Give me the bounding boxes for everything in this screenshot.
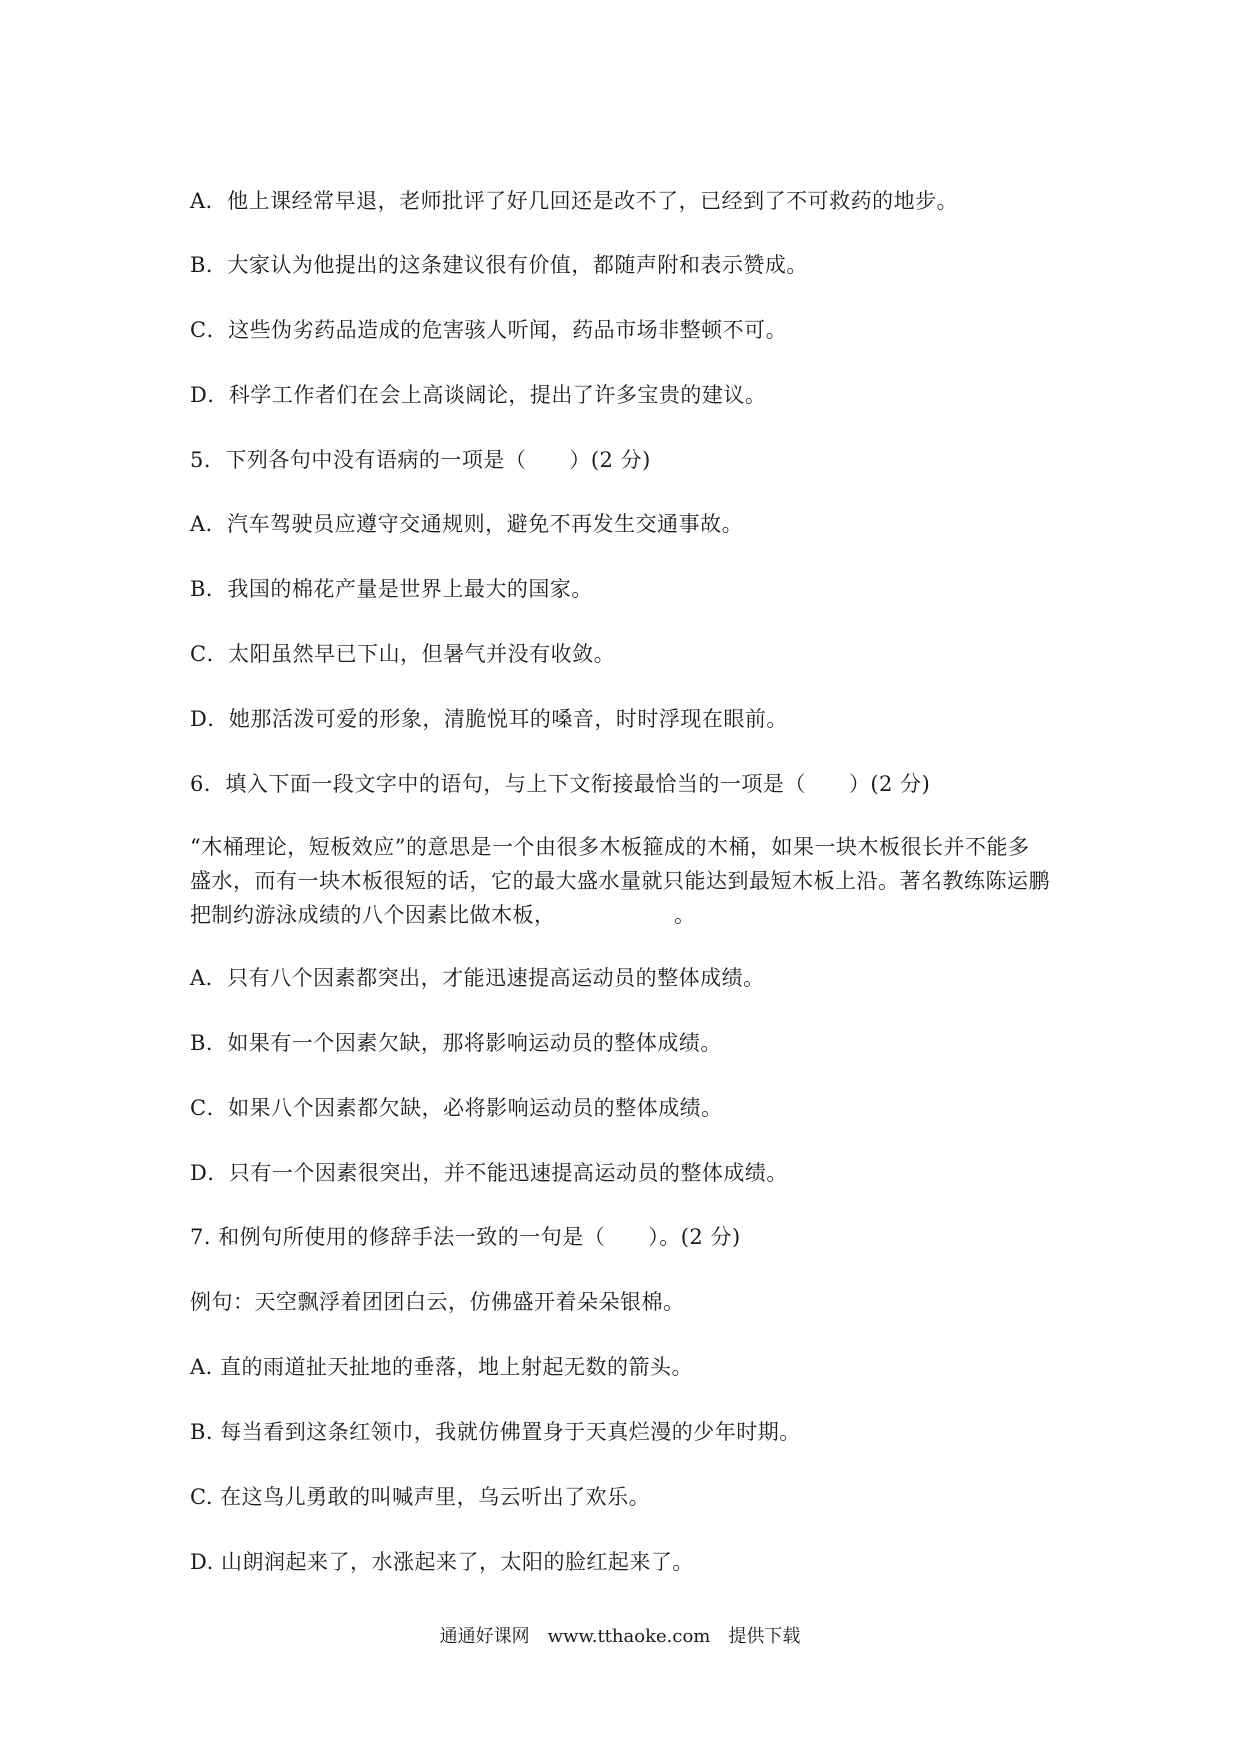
q5-option-d: D．她那活泼可爱的形象，清脆悦耳的嗓音，时时浮现在眼前。 — [190, 707, 788, 731]
q7-option-a: A. 直的雨道扯天扯地的垂落，地上射起无数的箭头。 — [190, 1355, 694, 1379]
q6-option-c: C．如果八个因素都欠缺，必将影响运动员的整体成绩。 — [190, 1096, 723, 1120]
q4-option-a: A．他上课经常早退，老师批评了好几回还是改不了，已经到了不可救药的地步。 — [190, 189, 959, 213]
q7-example: 例句：天空飘浮着团团白云，仿佛盛开着朵朵银棉。 — [190, 1290, 685, 1314]
q6-option-b: B．如果有一个因素欠缺，那将影响运动员的整体成绩。 — [190, 1031, 722, 1055]
q7-option-b: B. 每当看到这条红领巾，我就仿佛置身于天真烂漫的少年时期。 — [190, 1420, 801, 1444]
question-6: 6．填入下面一段文字中的语句，与上下文衔接最恰当的一项是（ ）(2 分) — [190, 772, 931, 796]
q6-passage-line-3: 把制约游泳成绩的八个因素比做木板， 。 — [190, 903, 696, 927]
q7-option-d: D. 山朗润起来了，水涨起来了，太阳的脸红起来了。 — [190, 1550, 694, 1574]
q6-passage-line-1: “木桶理论，短板效应”的意思是一个由很多木板箍成的木桶，如果一块木板很长并不能多 — [190, 835, 1030, 859]
q5-option-c: C．太阳虽然早已下山，但暑气并没有收敛。 — [190, 642, 616, 666]
q6-passage-line-2: 盛水，而有一块木板很短的话，它的最大盛水量就只能达到最短木板上沿。著名教练陈运鹏 — [190, 869, 1050, 893]
q5-option-b: B．我国的棉花产量是世界上最大的国家。 — [190, 577, 593, 601]
q4-option-d: D．科学工作者们在会上高谈阔论，提出了许多宝贵的建议。 — [190, 383, 767, 407]
page-footer: 通通好课网 www.tthaoke.com 提供下载 — [439, 1626, 801, 1647]
q7-option-c: C. 在这鸟儿勇敢的叫喊声里，乌云听出了欢乐。 — [190, 1485, 651, 1509]
q6-option-d: D．只有一个因素很突出，并不能迅速提高运动员的整体成绩。 — [190, 1161, 788, 1185]
q6-passage — [190, 830, 1070, 932]
q6-option-a: A．只有八个因素都突出，才能迅速提高运动员的整体成绩。 — [190, 966, 765, 990]
q5-option-a: A．汽车驾驶员应遵守交通规则，避免不再发生交通事故。 — [190, 512, 744, 536]
q4-option-b: B．大家认为他提出的这条建议很有价值，都随声附和表示赞成。 — [190, 253, 808, 277]
question-7: 7. 和例句所使用的修辞手法一致的一句是（ ）。(2 分) — [190, 1225, 741, 1249]
q4-option-c: C．这些伪劣药品造成的危害骇人听闻，药品市场非整顿不可。 — [190, 318, 788, 342]
question-5: 5．下列各句中没有语病的一项是（ ）(2 分) — [190, 448, 651, 472]
